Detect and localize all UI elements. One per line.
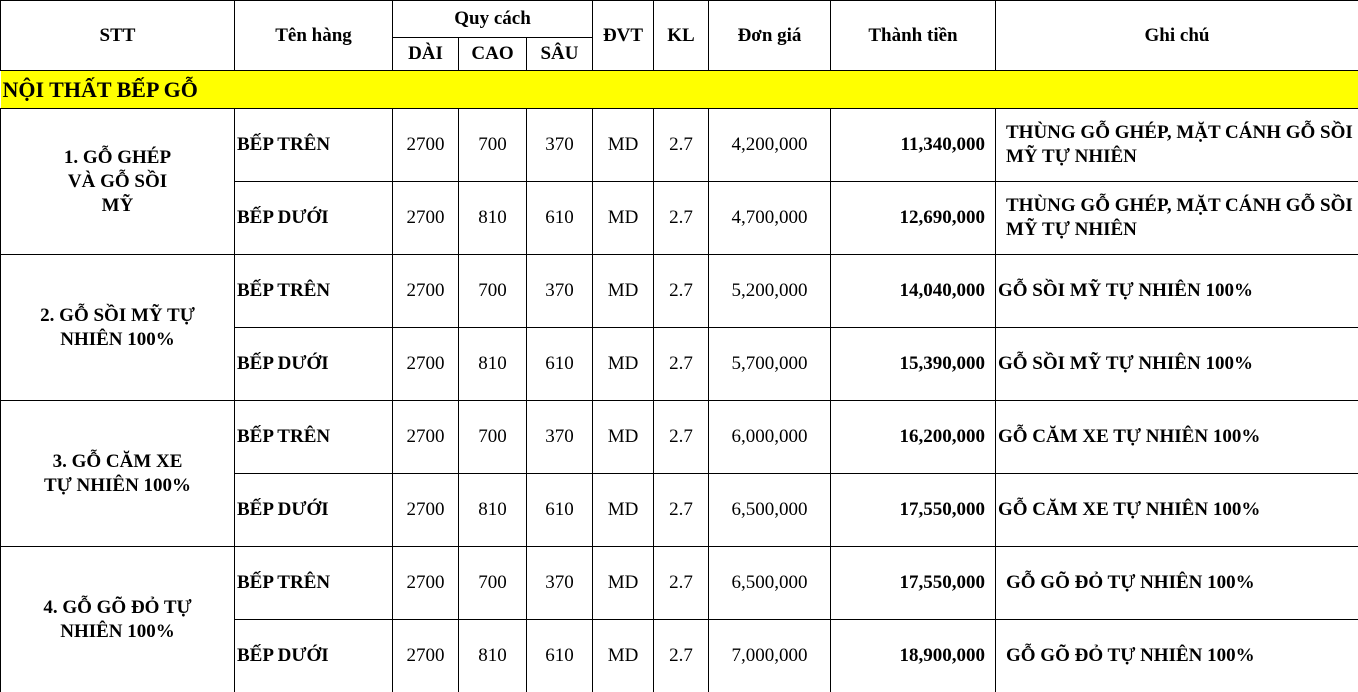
cell-ghi-chu: GỖ GÕ ĐỎ TỰ NHIÊN 100% xyxy=(996,620,1358,692)
header-thanh-tien: Thành tiền xyxy=(831,1,996,71)
cell-ghi-chu: GỖ CĂM XE TỰ NHIÊN 100% xyxy=(996,474,1358,547)
cell-dai: 2700 xyxy=(393,328,459,401)
section-row xyxy=(1,71,1358,109)
header-row xyxy=(1,1,1358,38)
cell-ghi-chu: THÙNG GỖ GHÉP, MẶT CÁNH GỖ SỒI MỸ TỰ NHIÊN xyxy=(996,182,1358,255)
header-quy-cach: Quy cách xyxy=(393,1,593,38)
table-row xyxy=(1,401,1358,474)
cell-sau: 610 xyxy=(527,620,593,692)
header-don-gia: Đơn giá xyxy=(709,1,831,71)
cell-don-gia: 5,200,000 xyxy=(709,255,831,328)
cell-dvt: MD xyxy=(593,474,654,547)
header-ten-hang: Tên hàng xyxy=(235,1,393,71)
cell-ghi-chu: THÙNG GỖ GHÉP, MẶT CÁNH GỖ SỒI MỸ TỰ NHIÊN xyxy=(996,109,1358,182)
cell-dvt: MD xyxy=(593,255,654,328)
cell-kl: 2.7 xyxy=(654,620,709,692)
table-row xyxy=(1,547,1358,620)
cell-kl: 2.7 xyxy=(654,328,709,401)
cell-ghi-chu: GỖ SỒI MỸ TỰ NHIÊN 100% xyxy=(996,328,1358,401)
table-row xyxy=(1,255,1358,328)
cell-cao: 700 xyxy=(459,401,527,474)
cell-dvt: MD xyxy=(593,547,654,620)
cell-thanh-tien: 17,550,000 xyxy=(831,547,996,620)
cell-sau: 370 xyxy=(527,255,593,328)
item-name: BẾP TRÊN xyxy=(235,547,393,620)
cell-thanh-tien: 11,340,000 xyxy=(831,109,996,182)
item-name: BẾP DƯỚI xyxy=(235,182,393,255)
group-label: 4. GỖ GÕ ĐỎ TỰ NHIÊN 100% xyxy=(1,547,235,692)
item-name: BẾP DƯỚI xyxy=(235,328,393,401)
cell-sau: 370 xyxy=(527,401,593,474)
cell-dvt: MD xyxy=(593,182,654,255)
cell-dai: 2700 xyxy=(393,547,459,620)
cell-thanh-tien: 17,550,000 xyxy=(831,474,996,547)
cell-dvt: MD xyxy=(593,328,654,401)
cell-dvt: MD xyxy=(593,401,654,474)
header-sau: SÂU xyxy=(527,38,593,71)
header-stt: STT xyxy=(1,1,235,71)
cell-sau: 370 xyxy=(527,547,593,620)
cell-dai: 2700 xyxy=(393,401,459,474)
cell-thanh-tien: 18,900,000 xyxy=(831,620,996,692)
cell-kl: 2.7 xyxy=(654,401,709,474)
cell-don-gia: 4,700,000 xyxy=(709,182,831,255)
header-dai: DÀI xyxy=(393,38,459,71)
cell-cao: 700 xyxy=(459,547,527,620)
cell-cao: 700 xyxy=(459,109,527,182)
group-label: 2. GỖ SỒI MỸ TỰ NHIÊN 100% xyxy=(1,255,235,401)
cell-don-gia: 5,700,000 xyxy=(709,328,831,401)
cell-thanh-tien: 15,390,000 xyxy=(831,328,996,401)
cell-kl: 2.7 xyxy=(654,547,709,620)
cell-ghi-chu: GỖ SỒI MỸ TỰ NHIÊN 100% xyxy=(996,255,1358,328)
header-cao: CAO xyxy=(459,38,527,71)
cell-cao: 810 xyxy=(459,620,527,692)
header-dvt: ĐVT xyxy=(593,1,654,71)
item-name: BẾP TRÊN xyxy=(235,109,393,182)
item-name: BẾP DƯỚI xyxy=(235,474,393,547)
cell-sau: 370 xyxy=(527,109,593,182)
cell-don-gia: 6,000,000 xyxy=(709,401,831,474)
cell-cao: 810 xyxy=(459,328,527,401)
cell-ghi-chu: GỖ CĂM XE TỰ NHIÊN 100% xyxy=(996,401,1358,474)
group-label: 3. GỖ CĂM XE TỰ NHIÊN 100% xyxy=(1,401,235,547)
cell-don-gia: 6,500,000 xyxy=(709,547,831,620)
section-title: NỘI THẤT BẾP GỖ xyxy=(1,71,1358,109)
cell-cao: 700 xyxy=(459,255,527,328)
header-kl: KL xyxy=(654,1,709,71)
cell-sau: 610 xyxy=(527,474,593,547)
cell-don-gia: 7,000,000 xyxy=(709,620,831,692)
cell-don-gia: 4,200,000 xyxy=(709,109,831,182)
cell-thanh-tien: 12,690,000 xyxy=(831,182,996,255)
group-label: 1. GỖ GHÉP VÀ GỖ SỒI MỸ xyxy=(1,109,235,255)
cell-dai: 2700 xyxy=(393,474,459,547)
cell-sau: 610 xyxy=(527,328,593,401)
cell-dvt: MD xyxy=(593,109,654,182)
cell-dvt: MD xyxy=(593,620,654,692)
cell-kl: 2.7 xyxy=(654,182,709,255)
cell-dai: 2700 xyxy=(393,109,459,182)
cell-dai: 2700 xyxy=(393,182,459,255)
item-name: BẾP TRÊN xyxy=(235,401,393,474)
cell-dai: 2700 xyxy=(393,255,459,328)
cell-kl: 2.7 xyxy=(654,255,709,328)
table-row xyxy=(1,109,1358,182)
cell-sau: 610 xyxy=(527,182,593,255)
item-name: BẾP TRÊN xyxy=(235,255,393,328)
cell-ghi-chu: GỖ GÕ ĐỎ TỰ NHIÊN 100% xyxy=(996,547,1358,620)
cell-kl: 2.7 xyxy=(654,474,709,547)
cell-thanh-tien: 14,040,000 xyxy=(831,255,996,328)
cell-don-gia: 6,500,000 xyxy=(709,474,831,547)
item-name: BẾP DƯỚI xyxy=(235,620,393,692)
header-ghi-chu: Ghi chú xyxy=(996,1,1358,71)
cell-cao: 810 xyxy=(459,474,527,547)
cell-thanh-tien: 16,200,000 xyxy=(831,401,996,474)
cell-kl: 2.7 xyxy=(654,109,709,182)
cell-dai: 2700 xyxy=(393,620,459,692)
cell-cao: 810 xyxy=(459,182,527,255)
